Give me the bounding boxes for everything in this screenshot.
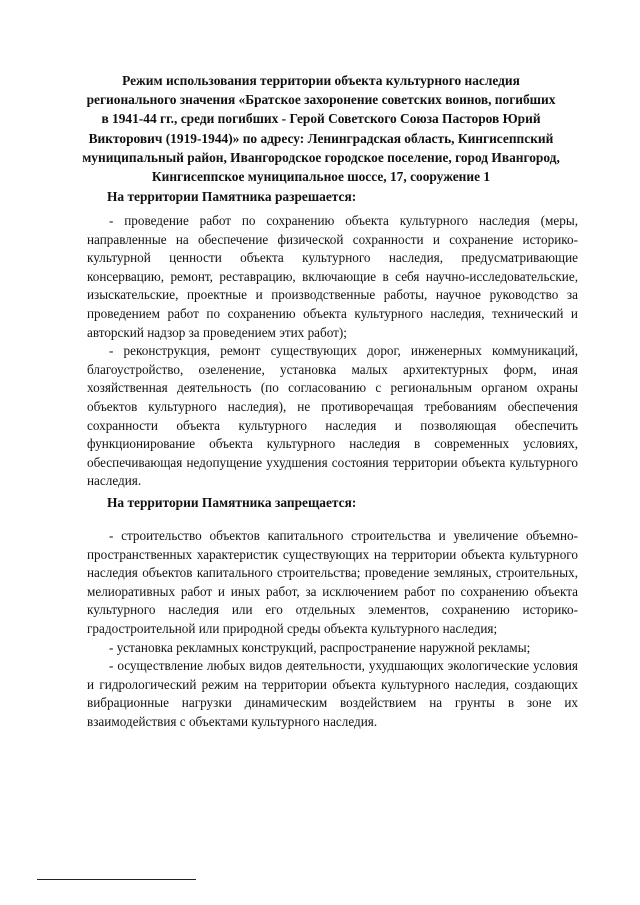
title-line: Кингисеппское муниципальное шоссе, 17, сооружение 1 xyxy=(151,169,491,185)
allowed-list xyxy=(87,212,578,491)
title-line: Викторович (1919-1944)» по адресу: Ленинградская область, Кингисеппский xyxy=(88,130,554,146)
list-item: - проведение работ по сохранению объекта культурного наследия (меры, направленные на обеспечение физической сохранности и сохранение историко-культурной ценности объекта культурного наследия, предусматривающие консервацию, ремонт, реставрацию, включающие в себя научно-исследовательские, изыскательские, проектные и производственные работы, научное руководство за проведением работ по сохранению объекта культурного наследия, технический и авторский надзор за проведением этих работ); xyxy=(87,213,578,340)
list-item: - строительство объектов капитального строительства и увеличение объемно-пространственных характеристик существующих на территории объекта культурного наследия объектов капитального строительства; проведение земляных, строительных, мелиоративных работ и иных работ, за исключением работ по сохранению объекта культурного наследия или его отдельных элементов, сохранению историко-градостроительной или природной среды объекта культурного наследия; xyxy=(87,528,578,636)
forbidden-heading: На территории Памятника запрещается: xyxy=(107,495,357,510)
list-item: - установка рекламных конструкций, распространение наружной рекламы; xyxy=(109,639,531,655)
list-item: - осуществление любых видов деятельности, ухудшающих экологические условия и гидрологический режим на территории объекта культурного наследия, создающих вибрационные нагрузки динамическим воздействием на грунты в зоне их взаимодействия с объектами культурного наследия. xyxy=(87,658,578,729)
title-line: в 1941-44 гг., среди погибших - Герой Советского Союза Пасторов Юрий xyxy=(101,111,541,127)
list-item: - реконструкция, ремонт существующих дорог, инженерных коммуникаций, благоустройство, озеленение, установка малых архитектурных форм, иная хозяйственная деятельность (по согласованию с региональным органом охраны объектов культурного наследия), не противоречащая требованиям обеспечения сохранности объекта культурного наследия и позволяющая обеспечить функционирование объекта культурного наследия в современных условиях, обеспечивающая недопущение ухудшения состояния территории объекта культурного наследия. xyxy=(87,343,578,489)
title-line: регионального значения «Братское захоронение советских воинов, погибших xyxy=(86,92,556,108)
document-title xyxy=(64,71,578,186)
footnote-divider xyxy=(37,879,196,880)
forbidden-list xyxy=(87,527,578,732)
title-line: Режим использования территории объекта культурного наследия xyxy=(122,73,520,88)
title-line: муниципальный район, Ивангородское городское поселение, город Ивангород, xyxy=(82,149,560,165)
allowed-heading: На территории Памятника разрешается: xyxy=(107,189,357,204)
